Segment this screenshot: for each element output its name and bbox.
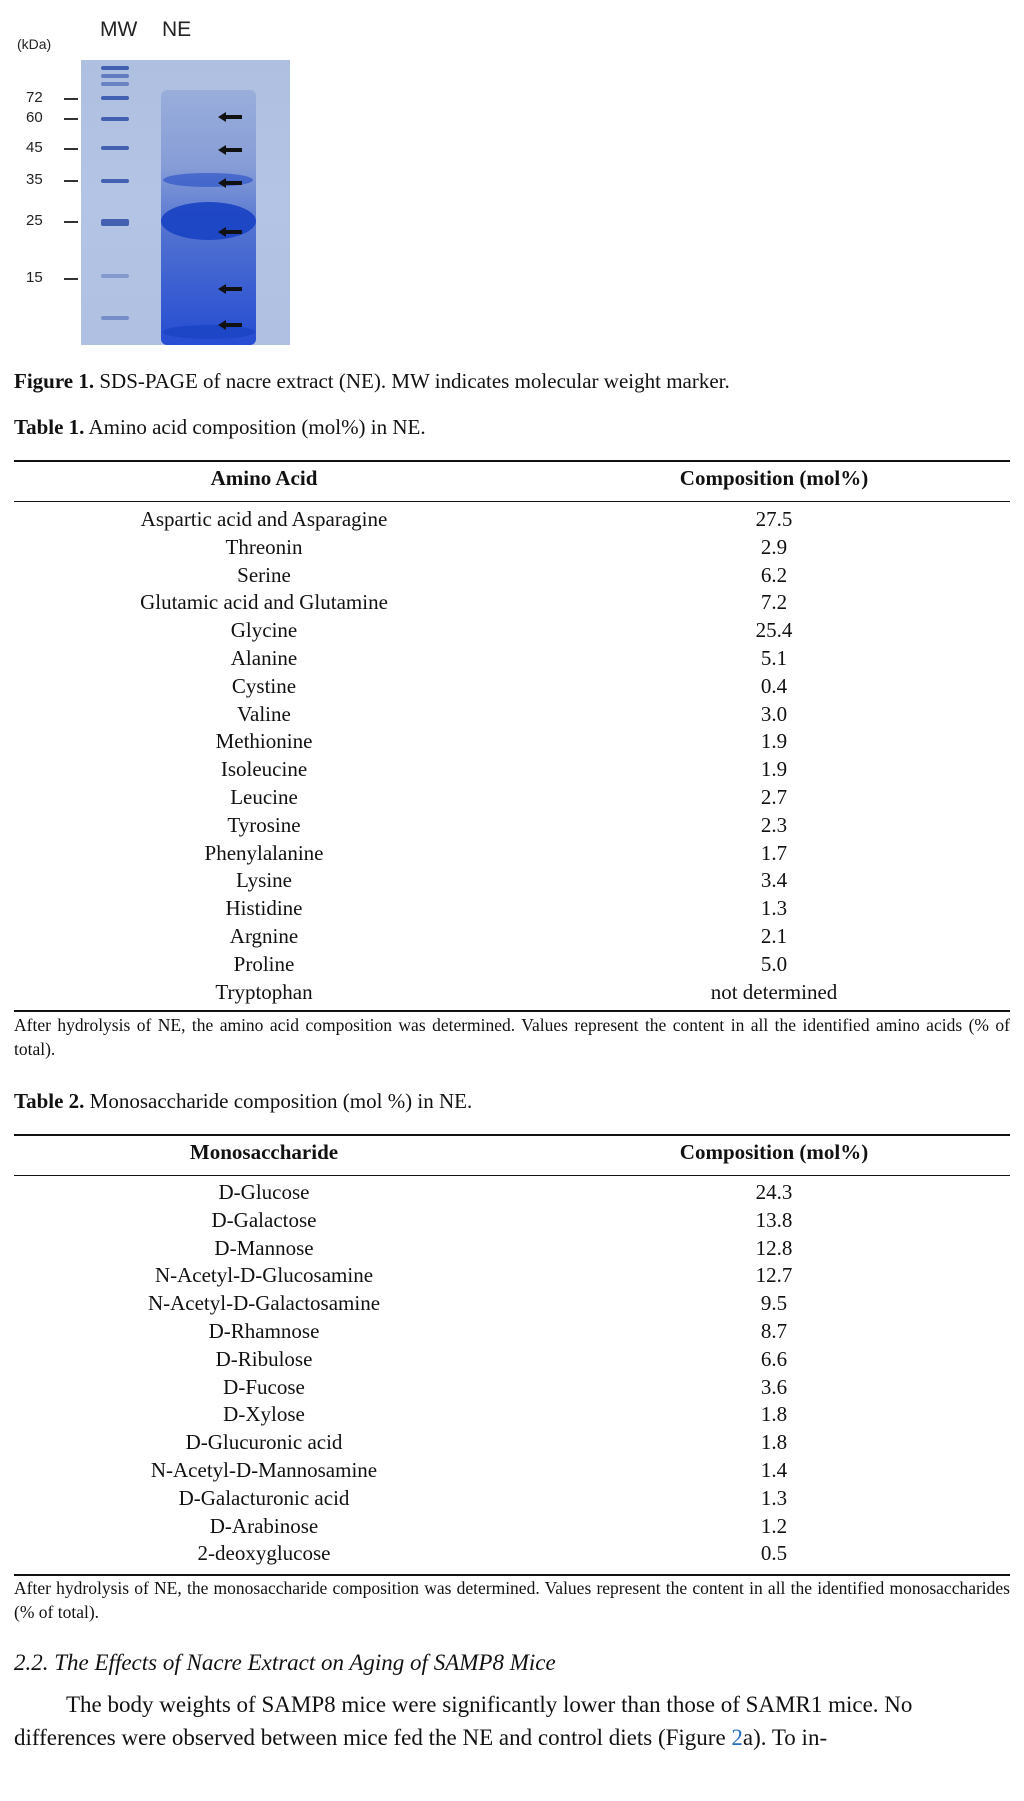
- table2-row: [14, 1540, 1010, 1568]
- mw-band: [101, 82, 129, 86]
- table-cell-name: D-Ribulose: [215, 1346, 313, 1371]
- mw-band: [101, 74, 129, 78]
- band-arrow-icon: [218, 227, 242, 237]
- table2-title: Monosaccharide composition (mol %) in NE.: [84, 1089, 473, 1113]
- table-cell-value: 5.0: [760, 951, 788, 976]
- table-cell-name: D-Galactose: [211, 1207, 317, 1232]
- marker-tick: [64, 98, 78, 100]
- table-cell-name: D-Xylose: [223, 1402, 305, 1427]
- table-cell-value: 24.3: [755, 1180, 793, 1204]
- table-cell-value: 2.9: [760, 534, 788, 559]
- table-cell-name: Leucine: [230, 784, 298, 809]
- table1-header-rule: [14, 501, 1010, 502]
- table-cell-value: 9.5: [760, 1291, 788, 1316]
- table-cell-value: 12.7: [755, 1263, 793, 1288]
- table-cell-name: Glycine: [230, 618, 298, 643]
- table2-row: [14, 1401, 1010, 1429]
- mw-band: [101, 274, 129, 278]
- table-cell-name: Threonin: [225, 534, 303, 559]
- table-cell-name: Valine: [237, 701, 291, 726]
- table2-row: [14, 1457, 1010, 1485]
- table-cell-value: 7.2: [760, 590, 788, 615]
- table2-row: [14, 1290, 1010, 1318]
- table1-body: [14, 506, 1010, 1006]
- marker-tick: [64, 148, 78, 150]
- table-cell-name: D-Rhamnose: [208, 1318, 320, 1343]
- table1-row: [14, 506, 1010, 534]
- table2-row: [14, 1346, 1010, 1374]
- table1-row: [14, 895, 1010, 923]
- figure-caption-text: SDS-PAGE of nacre extract (NE). MW indicates molecular weight marker.: [94, 369, 730, 393]
- table-cell-value: 27.5: [755, 507, 793, 531]
- table1-label: Table 1.: [14, 415, 85, 439]
- table1-header-composition: Composition (mol%): [679, 466, 869, 490]
- table-cell-name: 2-deoxyglucose: [197, 1541, 331, 1566]
- table1-row: [14, 784, 1010, 812]
- table1-row: [14, 673, 1010, 701]
- table1-caption: [14, 415, 426, 440]
- table-cell-value: 3.6: [760, 1374, 788, 1399]
- table1-row: [14, 951, 1010, 979]
- table-cell-value: not determined: [710, 979, 838, 1004]
- table-cell-name: Histidine: [225, 896, 303, 921]
- table2-row: [14, 1485, 1010, 1513]
- table1-row: [14, 867, 1010, 895]
- table-cell-name: Isoleucine: [220, 757, 308, 782]
- band-arrow-icon: [218, 112, 242, 122]
- paragraph-text-a: The body weights of SAMP8 mice were significantly lower than those of SAMR1 mice. No differences were observed between mice fed the NE and control diets (Figure: [14, 1692, 913, 1750]
- band-arrow-icon: [218, 178, 242, 188]
- marker-label-35: 35: [26, 171, 43, 188]
- table1-row: [14, 840, 1010, 868]
- paragraph-text-b: a). To in-: [742, 1725, 828, 1750]
- table2-header-composition: Composition (mol%): [679, 1140, 869, 1164]
- marker-label-45: 45: [26, 139, 43, 156]
- table-cell-name: D-Arabinose: [209, 1513, 319, 1538]
- table1-row: [14, 617, 1010, 645]
- table-cell-value: 1.8: [760, 1430, 788, 1455]
- table2-row: [14, 1235, 1010, 1263]
- table1-row: [14, 645, 1010, 673]
- lane-label-mw: MW: [100, 18, 138, 41]
- table-cell-value: 6.2: [760, 562, 788, 587]
- mw-band: [101, 146, 129, 150]
- table-cell-name: Methionine: [215, 729, 313, 754]
- table2-row: [14, 1374, 1010, 1402]
- mw-band: [101, 66, 129, 70]
- table-cell-value: 1.2: [760, 1513, 788, 1538]
- table-cell-value: 1.9: [760, 729, 788, 754]
- table-cell-value: 13.8: [755, 1207, 793, 1232]
- table-cell-name: D-Fucose: [223, 1374, 305, 1399]
- table-cell-name: Lysine: [236, 868, 292, 893]
- figure-caption: [14, 369, 730, 394]
- table1-row: [14, 589, 1010, 617]
- table1-row: [14, 534, 1010, 562]
- table-cell-name: D-Mannose: [214, 1235, 314, 1260]
- table-cell-name: Serine: [237, 562, 291, 587]
- table-cell-name: Tryptophan: [215, 979, 313, 1004]
- marker-label-15: 15: [26, 269, 43, 286]
- table-cell-name: Proline: [233, 951, 295, 976]
- table-cell-value: 2.3: [760, 812, 788, 837]
- marker-tick: [64, 118, 78, 120]
- mw-band: [101, 117, 129, 121]
- table-cell-value: 6.6: [760, 1346, 788, 1371]
- table1-title: Amino acid composition (mol%) in NE.: [84, 415, 426, 439]
- table-cell-name: Phenylalanine: [204, 840, 324, 865]
- table2-row: [14, 1513, 1010, 1541]
- table-cell-name: Tyrosine: [227, 812, 301, 837]
- table2-label: Table 2.: [14, 1089, 85, 1113]
- table1-row: [14, 728, 1010, 756]
- table-cell-name: Alanine: [230, 645, 298, 670]
- sds-page-figure: [0, 0, 320, 350]
- table2-header-rule: [14, 1175, 1010, 1176]
- table-cell-name: D-Glucose: [218, 1180, 310, 1204]
- table2-row: [14, 1179, 1010, 1207]
- table-cell-value: 0.5: [760, 1541, 788, 1566]
- table2-top-rule: [14, 1134, 1010, 1136]
- mw-band: [101, 219, 129, 226]
- table1-row: [14, 979, 1010, 1007]
- table1-row: [14, 812, 1010, 840]
- table-cell-value: 2.1: [760, 923, 788, 948]
- table-cell-value: 1.3: [760, 1485, 788, 1510]
- section-heading: 2.2. The Effects of Nacre Extract on Aging of SAMP8 Mice: [14, 1650, 556, 1675]
- table2-caption: [14, 1089, 472, 1114]
- table2-body: [14, 1179, 1010, 1568]
- table2-row: [14, 1429, 1010, 1457]
- lane-label-ne: NE: [162, 18, 192, 41]
- table-cell-name: Glutamic acid and Glutamine: [140, 590, 388, 615]
- table-cell-value: 12.8: [755, 1235, 793, 1260]
- figure-caption-label: Figure 1.: [14, 369, 95, 393]
- table1-row: [14, 923, 1010, 951]
- table-cell-value: 2.7: [760, 784, 788, 809]
- gel-image: [81, 60, 290, 345]
- table-cell-value: 1.4: [760, 1457, 788, 1482]
- marker-label-72: 72: [26, 89, 43, 106]
- marker-label-25: 25: [26, 212, 43, 229]
- table2-row: [14, 1207, 1010, 1235]
- table2-row: [14, 1318, 1010, 1346]
- table-cell-name: D-Glucuronic acid: [185, 1430, 343, 1455]
- table-cell-name: Cystine: [231, 673, 297, 698]
- marker-label-60: 60: [26, 109, 43, 126]
- mw-band: [101, 316, 129, 320]
- table-cell-value: 8.7: [760, 1318, 788, 1343]
- mw-band: [101, 179, 129, 183]
- kda-unit-label: (kDa): [17, 36, 52, 52]
- table-cell-value: 5.1: [760, 645, 788, 670]
- table-cell-value: 3.4: [760, 868, 788, 893]
- table-cell-name: Aspartic acid and Asparagine: [140, 507, 388, 531]
- table1-header-amino-acid: Amino Acid: [210, 466, 318, 490]
- table-cell-name: D-Galacturonic acid: [178, 1485, 350, 1510]
- table-cell-value: 25.4: [755, 618, 793, 643]
- mw-band: [101, 96, 129, 100]
- table-cell-value: 1.9: [760, 757, 788, 782]
- table-cell-value: 1.3: [760, 896, 788, 921]
- table1-note: After hydrolysis of NE, the amino acid composition was determined. Values represent the content in all the identified amino acids (% of total).: [14, 1015, 1010, 1059]
- band-arrow-icon: [218, 320, 242, 330]
- table-cell-name: N-Acetyl-D-Galactosamine: [147, 1291, 381, 1316]
- table1-top-rule: [14, 460, 1010, 462]
- table2-header-monosaccharide: Monosaccharide: [189, 1140, 339, 1164]
- marker-tick: [64, 278, 78, 280]
- band-arrow-icon: [218, 284, 242, 294]
- table-cell-name: Argnine: [229, 923, 299, 948]
- marker-tick: [64, 221, 78, 223]
- table1-bottom-rule: [14, 1010, 1010, 1012]
- table-cell-value: 3.0: [760, 701, 788, 726]
- table-cell-value: 1.7: [760, 840, 788, 865]
- table1-row: [14, 562, 1010, 590]
- table2-note: After hydrolysis of NE, the monosaccharide composition was determined. Values represent the content in all the identified monosaccharides (% of total).: [14, 1578, 1010, 1622]
- table2-row: [14, 1262, 1010, 1290]
- table-cell-value: 1.8: [760, 1402, 788, 1427]
- table1-row: [14, 701, 1010, 729]
- table-cell-name: N-Acetyl-D-Glucosamine: [154, 1263, 374, 1288]
- band-arrow-icon: [218, 145, 242, 155]
- table-cell-name: N-Acetyl-D-Mannosamine: [150, 1457, 378, 1482]
- table-cell-value: 0.4: [760, 673, 788, 698]
- table1-row: [14, 756, 1010, 784]
- marker-tick: [64, 180, 78, 182]
- section-paragraph: [14, 1688, 1010, 1754]
- figure-2-link[interactable]: 2: [731, 1725, 743, 1750]
